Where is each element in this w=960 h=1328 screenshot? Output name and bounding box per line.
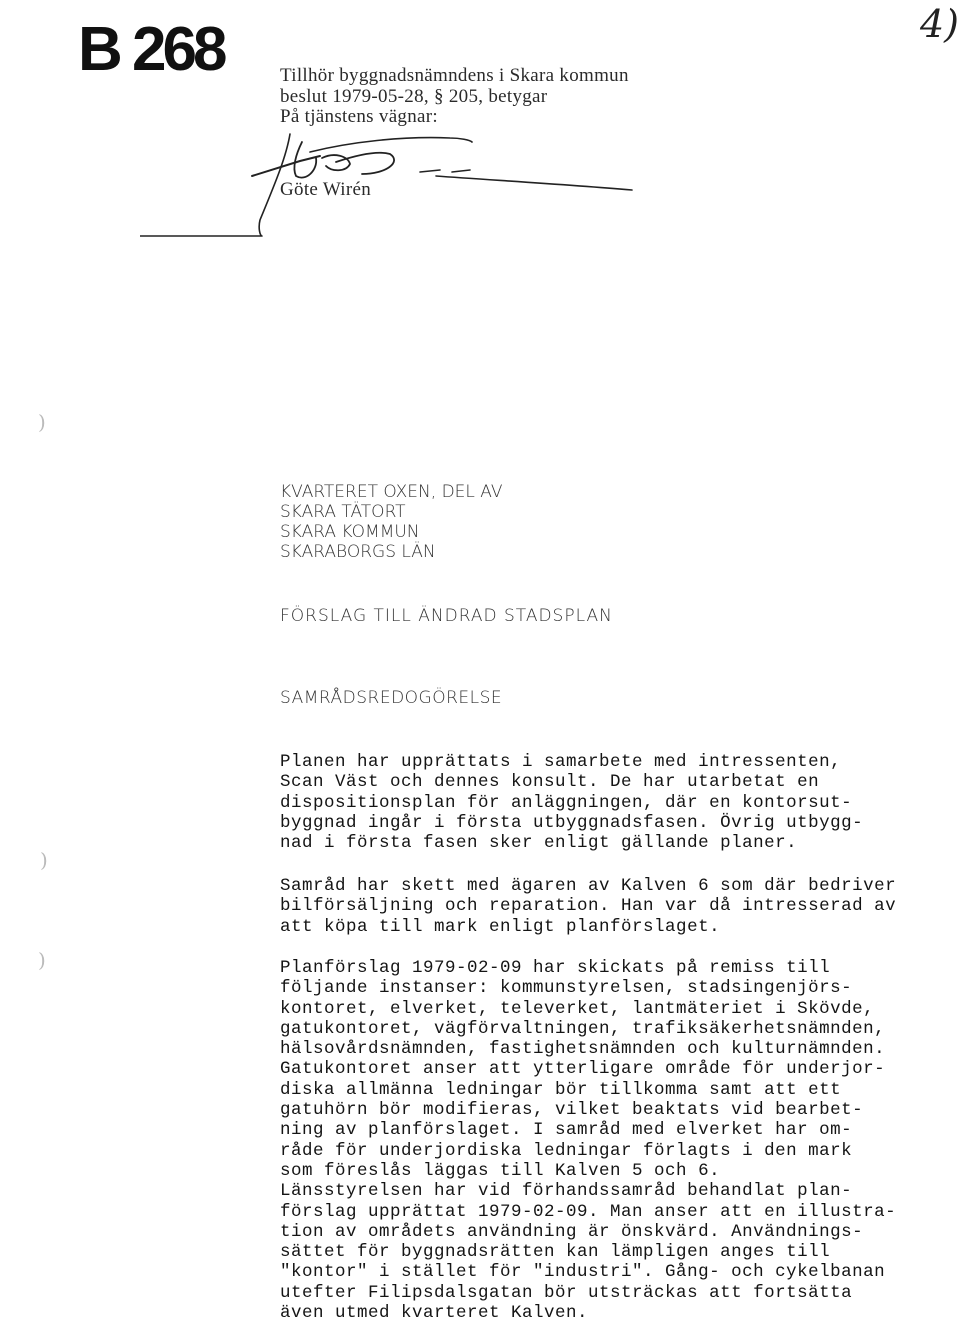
text-line: diska allmänna ledningar bör tillkomma samt att ett: [280, 1079, 842, 1100]
text-line: sättet för byggnadsrätten kan lämpligen anges till: [280, 1242, 831, 1263]
paragraph-referral: [280, 958, 896, 1323]
text-line: följande instanser: kommunstyrelsen, stadsingenjörs-: [280, 978, 853, 999]
text-line: bilförsäljning och reparation. Han var då intresserad av: [280, 896, 897, 917]
document-number-stamp: B 268: [78, 15, 224, 84]
text-line: även utmed kvarteret Kalven.: [280, 1303, 589, 1324]
address-line: KVARTERET OXEN, DEL AV: [280, 482, 503, 502]
document-subtitle: SAMRÅDSREDOGÖRELSE: [280, 688, 503, 708]
text-line: "kontor" i stället för "industri". Gång- och cykelbanan: [280, 1262, 886, 1283]
text-line: Länsstyrelsen har vid förhandssamråd behandlat plan-: [280, 1181, 853, 1202]
paragraph-planning-cooperation: [280, 752, 863, 853]
document-title: FÖRSLAG TILL ÄNDRAD STADSPLAN: [280, 606, 613, 626]
approval-line: beslut 1979-05-28, § 205, betygar: [280, 85, 548, 107]
text-line: att köpa till mark enligt planförslaget.: [280, 916, 721, 937]
signer-name: Göte Wirén: [280, 179, 372, 200]
property-address: [280, 482, 502, 562]
scan-mark: ): [38, 948, 46, 972]
address-line: SKARA KOMMUN: [280, 522, 420, 542]
text-line: Gatukontoret anser att ytterligare område för underjor-: [280, 1059, 886, 1080]
text-line: Scan Väst och dennes konsult. De har utarbetat en: [280, 772, 820, 793]
handwritten-signature: [140, 128, 660, 243]
text-line: gatuhörn bör modifieras, vilket beaktats vid bearbet-: [280, 1100, 864, 1121]
page-number-mark: 4): [920, 2, 960, 46]
approval-line: Tillhör byggnadsnämndens i Skara kommun: [280, 65, 629, 86]
text-line: kontoret, elverket, televerket, lantmäteriet i Skövde,: [280, 998, 875, 1019]
text-line: hälsovårdsnämnden, fastighetsnämnden och kulturnämnden.: [280, 1039, 886, 1060]
text-line: gatukontoret, vägförvaltningen, trafiksäkerhetsnämnden,: [280, 1018, 886, 1039]
text-line: byggnad ingår i första utbyggnadsfasen. Övrig utbygg-: [280, 812, 864, 833]
text-line: utefter Filipsdalsgatan bör utsträckas att fortsätta: [280, 1282, 853, 1303]
text-line: råde för underjordiska ledningar förlagts i den mark: [280, 1140, 853, 1161]
scan-mark: ): [40, 848, 48, 872]
text-line: Samråd har skett med ägaren av Kalven 6 som där bedriver: [280, 876, 897, 896]
text-line: tion av områdets användning är önskvärd. Användnings-: [280, 1221, 864, 1242]
address-line: SKARA TÄTORT: [280, 502, 406, 522]
text-line: ning av planförslaget. I samråd med elverket har om-: [280, 1120, 853, 1141]
paragraph-consultation-owner: [280, 876, 896, 937]
address-line: SKARABORGS LÄN: [280, 542, 436, 562]
text-line: nad i första fasen sker enligt gällande planer.: [280, 833, 798, 854]
text-line: Planen har upprättats i samarbete med intressenten,: [280, 752, 842, 772]
approval-line: På tjänstens vägnar:: [280, 106, 438, 127]
text-line: förslag upprättat 1979-02-09. Man anser att en illustra-: [280, 1201, 897, 1222]
text-line: Planförslag 1979-02-09 har skickats på remiss till: [280, 958, 831, 978]
text-line: dispositionsplan för anläggningen, där en kontorsut-: [280, 792, 853, 813]
text-line: som föreslås läggas till Kalven 5 och 6.: [280, 1160, 721, 1181]
approval-statement: [280, 66, 629, 128]
scan-mark: ): [38, 410, 46, 434]
